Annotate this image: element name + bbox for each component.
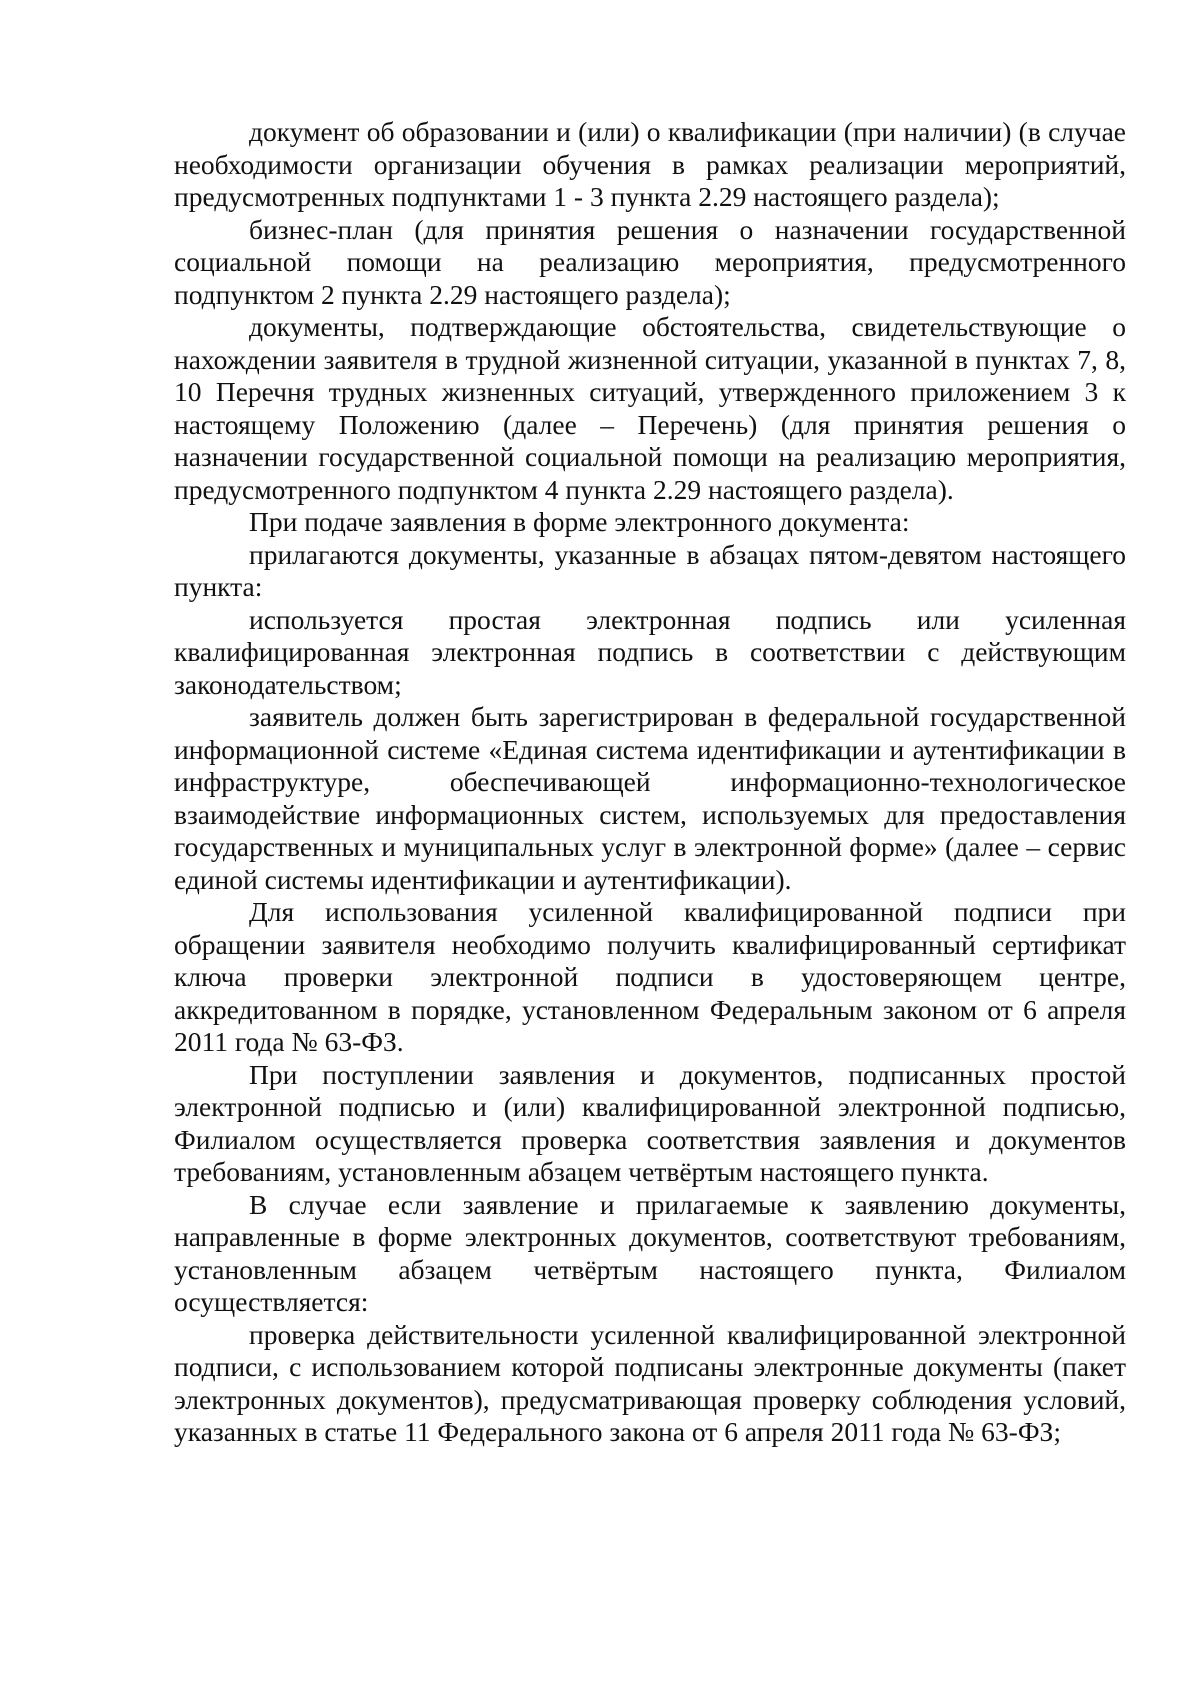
paragraph-qualified-certificate: Для использования усиленной квалифицированной подписи при обращении заявителя необходимо получить квалифицированный сертификат ключа проверки электронной подписи в удостоверяющем центре, аккредитованном в порядке, установленном Федеральным законом от 6 апреля 2011 года № 63-ФЗ. bbox=[174, 896, 1126, 1057]
paragraph-business-plan: бизнес-план (для принятия решения о назначении государственной социальной помощи на реализацию мероприятия, предусмотренного подпунктом 2 пункта 2.29 настоящего раздела); bbox=[174, 213, 1126, 310]
paragraph-signature-validity-check: проверка действительности усиленной квалифицированной электронной подписи, с использованием которой подписаны электронные документы (пакет электронных документов), предусматривающая проверку соблюдения условий, указанных в статье 11 Федерального закона от 6 апреля 2011 года № 63-ФЗ; bbox=[174, 1318, 1126, 1447]
paragraph-electronic-signature: используется простая электронная подпись или усиленная квалифицированная электронная подпись в соответствии с действующим законодательством; bbox=[174, 603, 1126, 700]
paragraph-compliance-case: В случае если заявление и прилагаемые к заявлению документы, направленные в форме электронных документов, соответствуют требованиям, установленным абзацем четвёртым настоящего пункта, Филиалом осуществляется: bbox=[174, 1188, 1126, 1317]
paragraph-attached-documents: прилагаются документы, указанные в абзацах пятом-девятом настоящего пункта: bbox=[174, 538, 1126, 602]
document-page bbox=[174, 116, 1126, 1449]
paragraph-esia-registration: заявитель должен быть зарегистрирован в федеральной государственной информационной системе «Единая система идентификации и аутентификации в инфраструктуре, обеспечивающей информационно-технологическое взаимодействие информационных систем, используемых для предоставления государственных и муниципальных услуг в электронной форме» (далее – сервис единой системы идентификации и аутентификации). bbox=[174, 701, 1126, 895]
paragraph-education-document: документ об образовании и (или) о квалификации (при наличии) (в случае необходимости организации обучения в рамках реализации мероприятий, предусмотренных подпунктами 1 - 3 пункта 2.29 настоящего раздела); bbox=[174, 116, 1126, 212]
paragraph-electronic-submission: При подаче заявления в форме электронного документа: bbox=[249, 506, 910, 537]
paragraph-signature-verification: При поступлении заявления и документов, подписанных простой электронной подписью и (или) квалифицированной электронной подписью, Филиалом осуществляется проверка соответствия заявления и документов требованиям, установленным абзацем четвёртым настоящего пункта. bbox=[174, 1058, 1126, 1187]
paragraph-circumstances-documents: документы, подтверждающие обстоятельства, свидетельствующие о нахождении заявителя в трудной жизненной ситуации, указанной в пунктах 7, 8, 10 Перечня трудных жизненных ситуаций, утвержденного приложением 3 к настоящему Положению (далее – Перечень) (для принятия решения о назначении государственной социальной помощи на реализацию мероприятия, предусмотренного подпунктом 4 пункта 2.29 настоящего раздела). bbox=[174, 311, 1126, 505]
